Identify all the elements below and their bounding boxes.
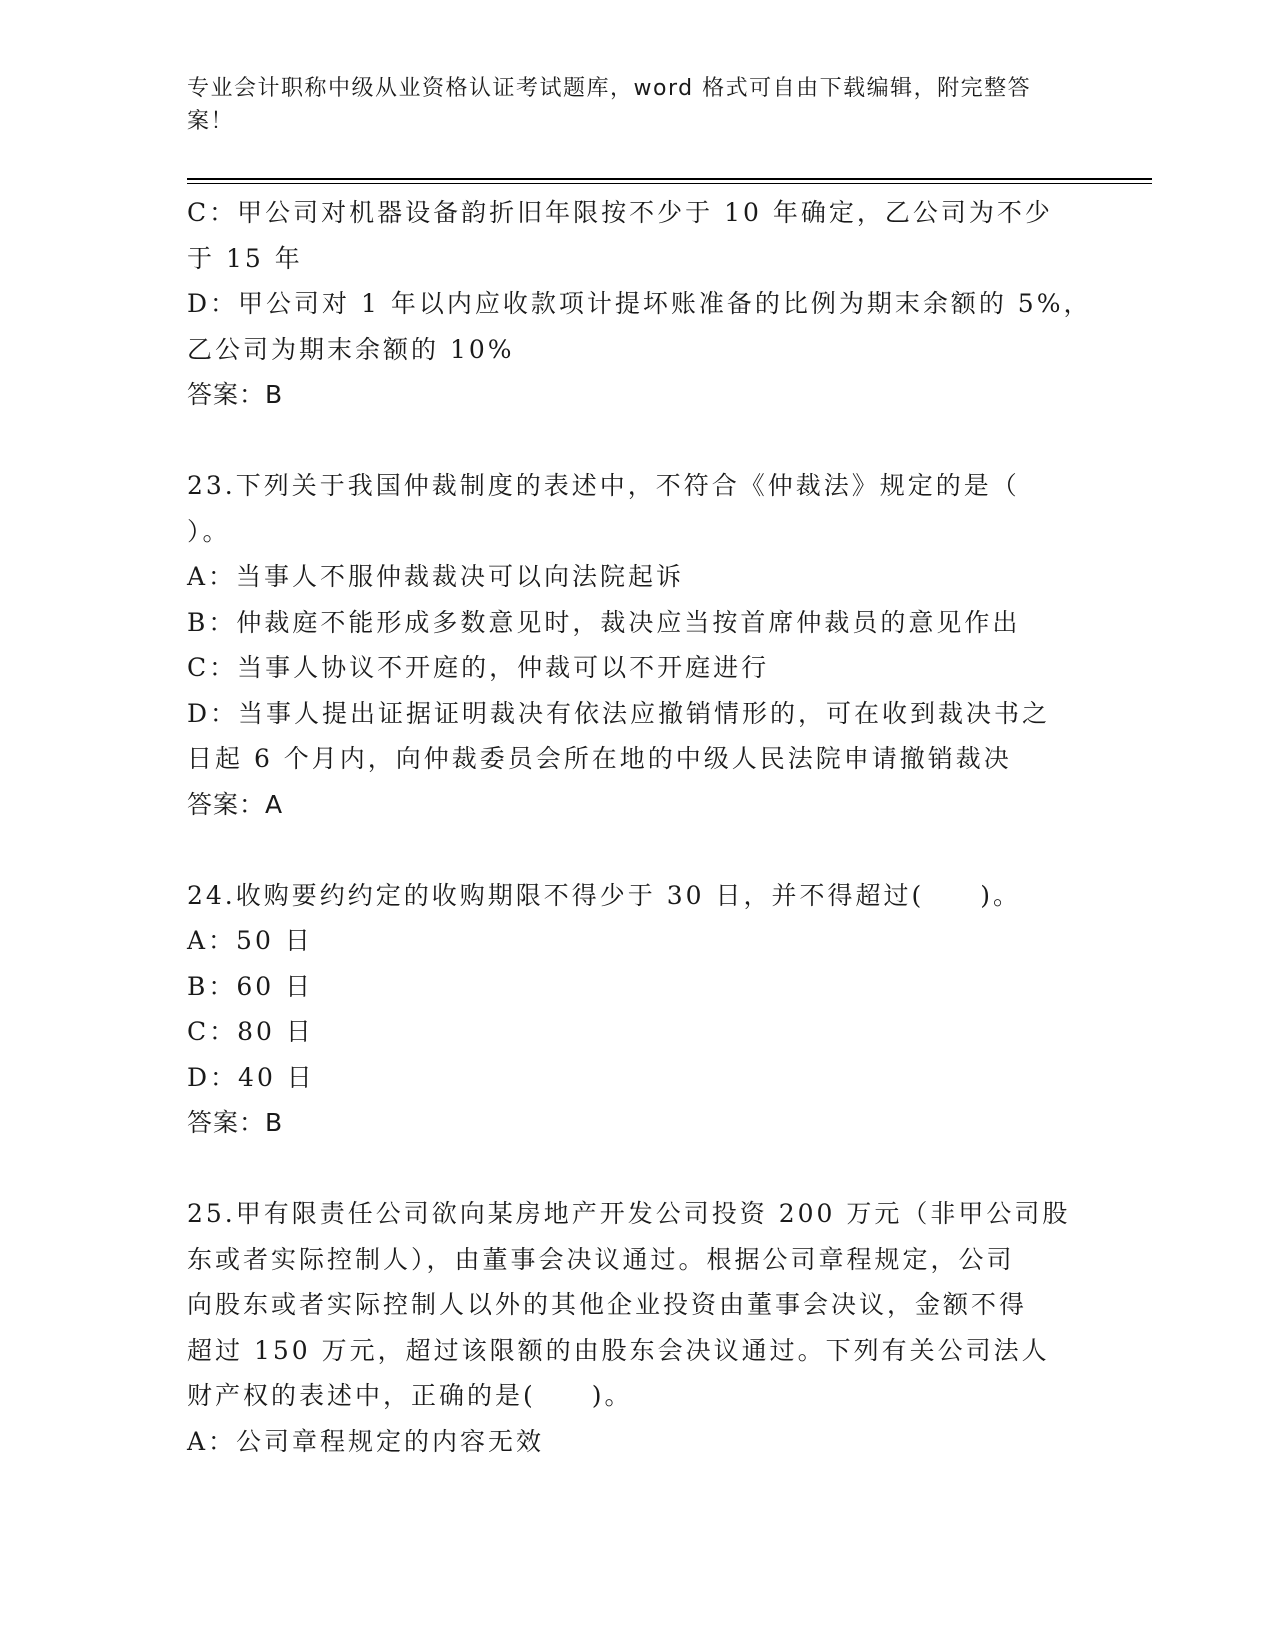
- option-a: A：公司章程规定的内容无效: [187, 1426, 545, 1456]
- question-stem-line-1: 23.下列关于我国仲裁制度的表述中，不符合《仲裁法》规定的是（: [187, 471, 1020, 500]
- question-25: [187, 1191, 1082, 1464]
- header-text-line-2: 案！: [187, 109, 235, 134]
- question-content: [187, 190, 1092, 1464]
- option-d-line-2: 乙公司为期末余额的 10%: [187, 334, 515, 364]
- option-c: C：当事人协议不开庭的，仲裁可以不开庭进行: [187, 653, 770, 682]
- option-b: B：仲裁庭不能形成多数意见时，裁决应当按首席仲裁员的意见作出: [187, 607, 1021, 637]
- question-stem-line-5: 财产权的表述中，正确的是( )。: [187, 1381, 633, 1410]
- option-c: C：80 日: [187, 1017, 314, 1046]
- answer-label: 答案：B: [187, 1108, 284, 1137]
- option-c-line-2: 于 15 年: [187, 243, 303, 273]
- option-c-line-1: C：甲公司对机器设备韵折旧年限按不少于 10 年确定，乙公司为不少: [187, 198, 1053, 227]
- spacer: [187, 418, 1082, 464]
- page-header: [187, 72, 1067, 138]
- option-a: A：当事人不服仲裁裁决可以向法院起诉: [187, 562, 685, 591]
- header-divider-thin: [187, 183, 1152, 184]
- question-stem-line-2: ）。: [187, 516, 231, 546]
- question-stem-line-1: 25.甲有限责任公司欲向某房地产开发公司投资 200 万元（非甲公司股: [187, 1199, 1071, 1228]
- question-23: [187, 463, 1082, 827]
- option-d: D：40 日: [187, 1062, 315, 1092]
- header-divider-thick: [187, 178, 1152, 180]
- question-22: [187, 190, 1092, 418]
- spacer: [187, 827, 1082, 873]
- question-24: [187, 873, 1082, 1146]
- answer-label: 答案：B: [187, 380, 284, 409]
- question-stem: 24.收购要约约定的收购期限不得少于 30 日，并不得超过( )。: [187, 880, 1021, 910]
- option-d-line-1: D：当事人提出证据证明裁决有依法应撤销情形的，可在收到裁决书之: [187, 698, 1051, 728]
- option-a: A：50 日: [187, 926, 313, 955]
- option-d-line-1: D：甲公司对 1 年以内应收款项计提坏账准备的比例为期末余额的 5%，: [187, 289, 1092, 318]
- header-text-line-1: 专业会计职称中级从业资格认证考试题库，word 格式可自由下载编辑，附完整答: [187, 76, 1032, 101]
- option-b: B：60 日: [187, 971, 314, 1001]
- option-d-line-2: 日起 6 个月内，向仲裁委员会所在地的中级人民法院申请撤销裁决: [187, 744, 1012, 773]
- answer-label: 答案：A: [187, 789, 284, 819]
- question-stem-line-3: 向股东或者实际控制人以外的其他企业投资由董事会决议，金额不得: [187, 1290, 1028, 1319]
- spacer: [187, 1146, 1082, 1192]
- question-stem-line-2: 东或者实际控制人），由董事会决议通过。根据公司章程规定，公司: [187, 1244, 1015, 1274]
- question-stem-line-4: 超过 150 万元，超过该限额的由股东会决议通过。下列有关公司法人: [187, 1335, 1050, 1365]
